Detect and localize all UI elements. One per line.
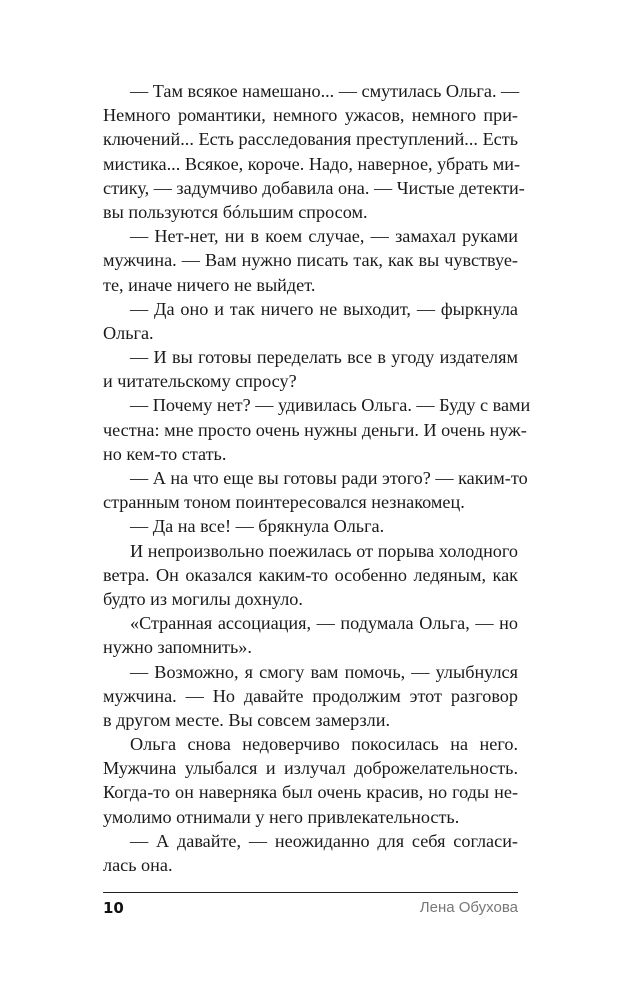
text-line: — А давайте, — неожиданно для себя согласи- — [130, 830, 518, 851]
text-line: вы пользуются бóльшим спросом. — [103, 201, 368, 222]
paragraph — [103, 660, 518, 733]
text-line: Когда-то он наверняка был очень красив, но годы не- — [103, 782, 518, 803]
text-line: мужчина. — Но давайте продолжим этот разговор — [103, 685, 518, 706]
text-line: «Странная ассоциация, — подумала Ольга, — но — [130, 613, 518, 634]
paragraph — [103, 224, 518, 297]
text-line: Ольга снова недоверчиво покосилась на него. — [130, 734, 518, 755]
text-line: И непроизвольно поежилась от порыва холодного — [130, 540, 518, 561]
text-line: нужно запомнить». — [103, 637, 252, 658]
text-line: лась она. — [103, 855, 173, 875]
text-line: мужчина. — Вам нужно писать так, как вы чувствуе- — [103, 250, 518, 271]
text-line: в другом месте. Вы совсем замерзли. — [103, 709, 391, 730]
paragraph — [103, 345, 518, 393]
text-line: будто из могилы дохнуло. — [103, 588, 303, 609]
text-line: и читательскому спросу? — [103, 371, 297, 392]
running-footer-author: Лена Обухова — [419, 899, 518, 916]
paragraph — [103, 393, 531, 466]
paragraph — [103, 611, 518, 659]
text-line: но кем-то стать. — [103, 443, 227, 464]
text-line: — Почему нет? — удивилась Ольга. — Буду с вами — [130, 395, 531, 416]
text-line: — И вы готовы переделать все в угоду издателям — [130, 347, 518, 368]
text-line: — Да оно и так ничего не выходит, — фыркнула — [130, 298, 518, 319]
footer-divider — [103, 892, 518, 893]
paragraph — [103, 466, 528, 514]
text-line: — А на что еще вы готовы ради этого? — каким-то — [130, 468, 528, 488]
text-line: Немного романтики, немного ужасов, немного при- — [103, 105, 518, 126]
page-number: 10 — [103, 899, 124, 917]
text-line: стику, — задумчиво добавила она. — Чистые детекти- — [103, 177, 525, 198]
text-line: мистика... Всякое, короче. Надо, наверное, убрать ми- — [103, 153, 521, 174]
text-line: честна: мне просто очень нужны деньги. И очень нуж- — [103, 419, 527, 440]
text-line: ключений... Есть расследования преступлений... Есть — [103, 129, 518, 150]
text-line: ветра. Он оказался каким-то особенно ледяным, как — [103, 564, 518, 585]
paragraph — [103, 732, 518, 829]
text-line: странным тоном поинтересовался незнакомец. — [103, 492, 465, 513]
text-line: — Там всякое намешано... — смутилась Ольга. — — [130, 81, 520, 101]
paragraph — [103, 79, 525, 224]
text-line: умолимо отнимали у него привлекательность. — [103, 806, 460, 827]
paragraph — [103, 829, 518, 877]
text-line: Ольга. — [103, 322, 154, 343]
paragraph — [103, 514, 518, 538]
text-line: те, иначе ничего не выйдет. — [103, 274, 316, 295]
text-line: — Нет-нет, ни в коем случае, — замахал руками — [130, 226, 518, 247]
paragraph — [103, 297, 518, 345]
paragraph — [103, 539, 518, 612]
text-line: — Да на все! — брякнула Ольга. — [130, 516, 385, 537]
text-line: Мужчина улыбался и излучал доброжелательность. — [103, 758, 518, 779]
text-line: — Возможно, я смогу вам помочь, — улыбнулся — [130, 661, 518, 682]
body-text — [103, 79, 531, 877]
